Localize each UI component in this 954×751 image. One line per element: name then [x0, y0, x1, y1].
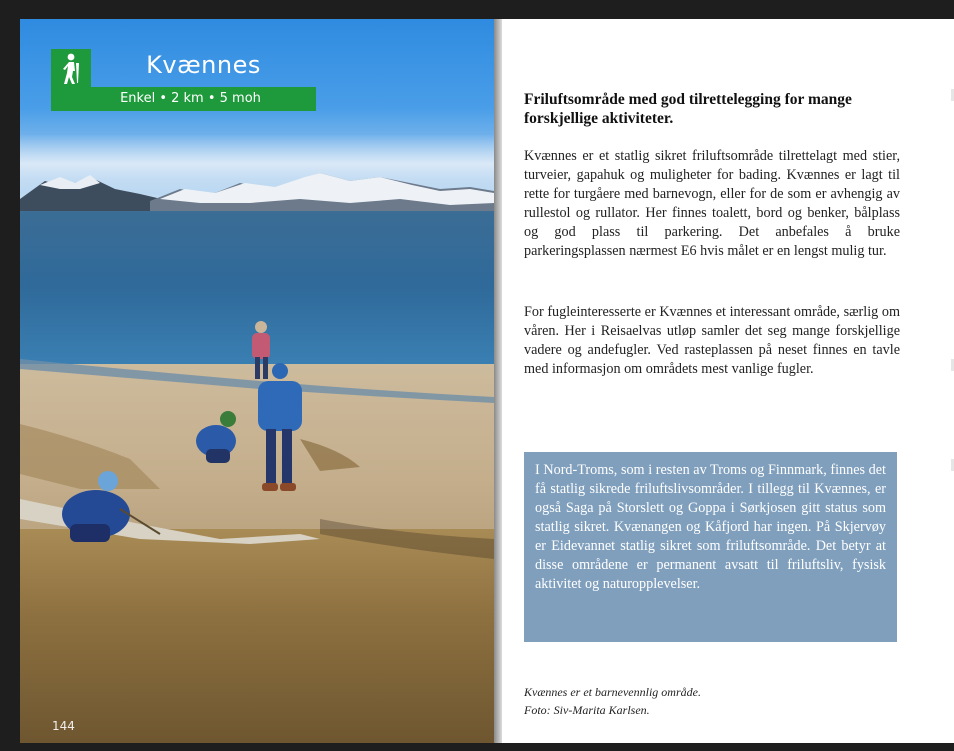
- book-spread: [20, 19, 954, 743]
- hiker-icon: [51, 49, 91, 89]
- caption-credit: Foto: Siv-Marita Karlsen.: [524, 703, 650, 717]
- paragraph-birds: For fugleinteresserte er Kvænnes et interessant område, særlig om våren. Her i Reisaelvas utløp samler det seg mange forskjellige vadere og andefugler. Ved rasteplassen på neset finnes en tavle med informasjon om områdets mest vanlige fugler.: [524, 304, 900, 377]
- info-box-text: I Nord-Troms, som i resten av Troms og Finnmark, finnes det få statlig sikrede friluftslivsområder. I tillegg til Kvænnes, er også Saga på Storslett og Goppa i Sørkjosen gitt status som statlig sikret. Kvænangen og Kåfjord har ingen. På Skjervøy er Eidevannet statlig sikret som friluftsområde. Det betyr at disse områdene er permanent avsatt til friluftsliv, fysisk aktivitet og naturopplevelser.: [535, 462, 886, 592]
- trail-info: Enkel • 2 km • 5 moh: [51, 87, 316, 111]
- photo-children: [20, 19, 494, 743]
- left-page-photo: [20, 19, 494, 743]
- photo-caption: [524, 683, 900, 719]
- right-page: [502, 19, 954, 743]
- caption-line: Kvænnes er et barnevennlig område.: [524, 685, 701, 699]
- info-box: [524, 452, 897, 642]
- section-heading: Friluftsområde med god tilrettelegging for mange forskjellige aktiviteter.: [524, 91, 852, 127]
- page-number: 144: [52, 719, 75, 733]
- paragraph-facilities: Kvænnes er et statlig sikret friluftsområde tilrettelagt med stier, turveier, gapahuk og muligheter for bading. Kvænnes er lagt til rette for turgåere med barnevogn, eller for de som er avhengig av rullestol og rullator. Her finnes toalett, bord og benker, bålplass og god plass til parkering. Det anbefales å bruke parkeringsplassen nærmest E6 hvis målet er en lengst mulig tur.: [524, 148, 900, 259]
- page-gutter: [494, 19, 502, 743]
- trail-title-badge: [51, 49, 316, 111]
- trail-title: Kvænnes: [146, 51, 261, 79]
